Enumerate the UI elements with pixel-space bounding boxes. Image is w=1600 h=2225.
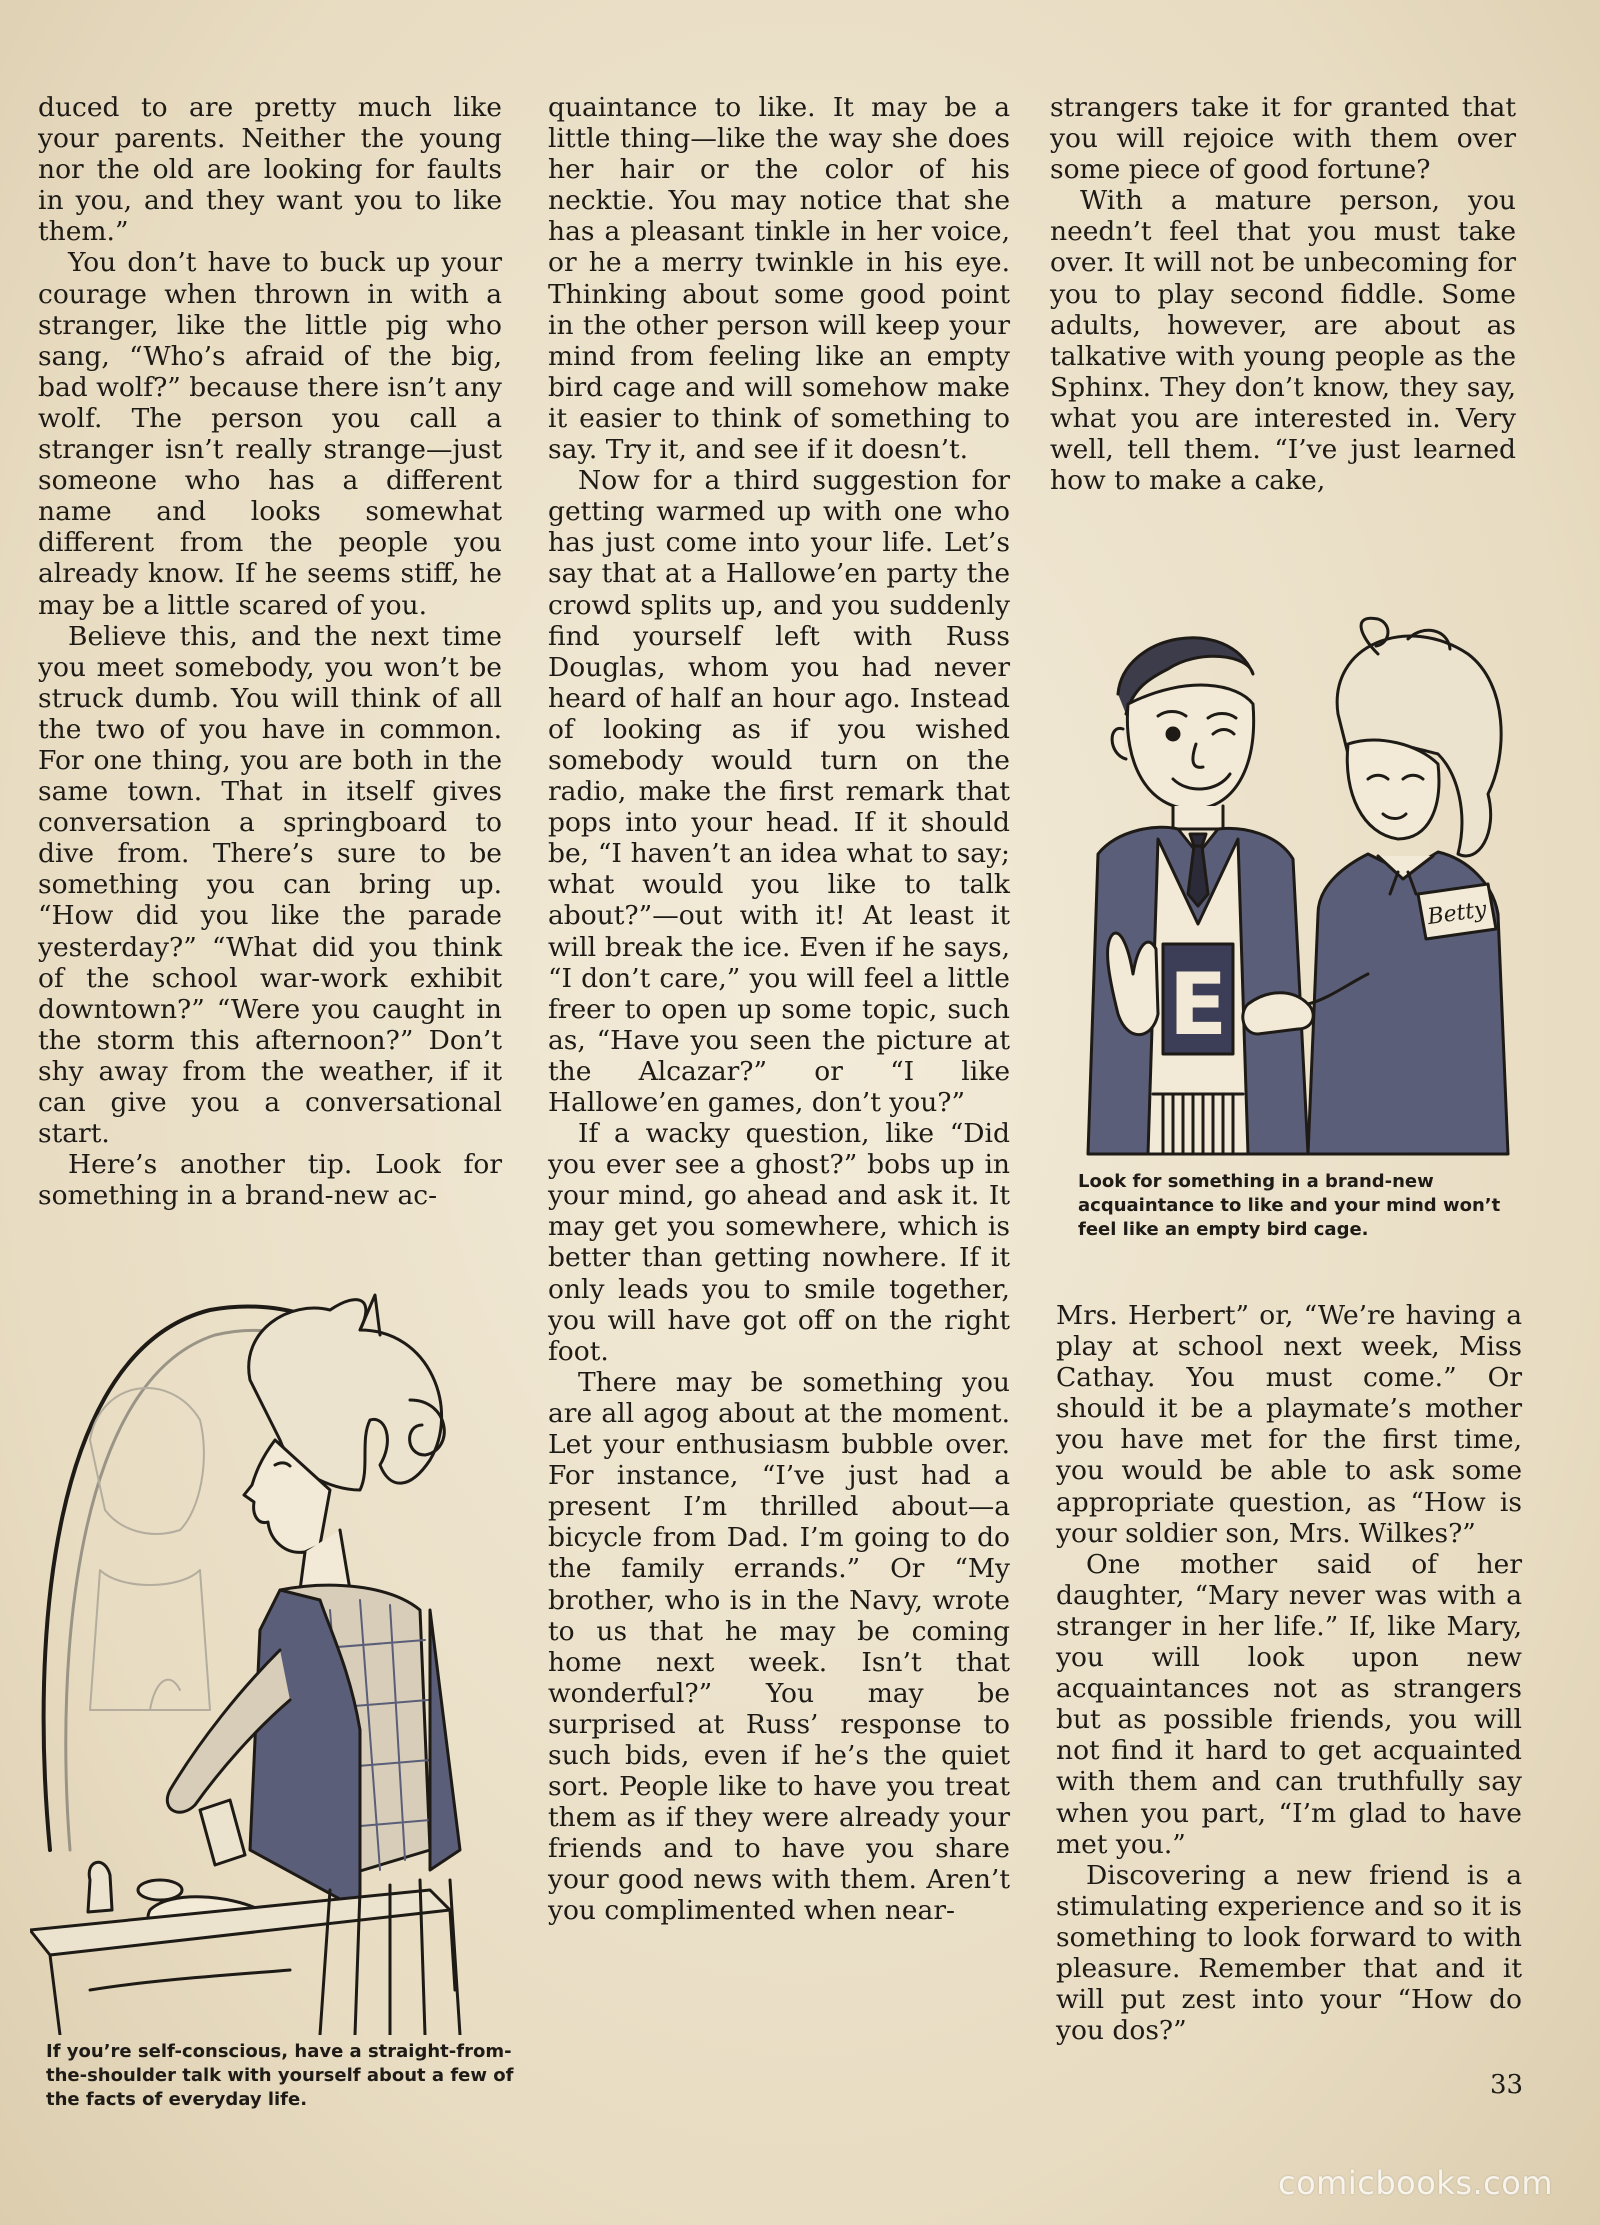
article-column-1 — [38, 92, 502, 1211]
article-column-3-top — [1050, 92, 1516, 496]
paragraph: Believe this, and the next time you meet somebody, you won’t be struck dumb. You will think of all the two of you have in common. For one thing, you are both in the same town. That in itself gives conversation a springboard to dive from. There’s sure to be something you can bring up. “How did you like the parade yesterday?” “What did you think of the school war-work exhibit downtown?” “Were you caught in the storm this afternoon?” Don’t shy away from the weather, if it can give you a conversational start. — [38, 620, 502, 1150]
paragraph: With a mature person, you needn’t feel that you must take over. It will not be unbecoming for you to play second fiddle. Some adults, however, are about as talkative with young people as the Sphinx. They don’t know, they say, what you are interested in. Very well, tell them. “I’ve just learned how to make a cake, — [1050, 185, 1516, 497]
sweater-letter: E — [1168, 955, 1228, 1055]
paragraph: You don’t have to buck up your courage when thrown in with a stranger, like the little pig who sang, “Who’s afraid of the big, bad wolf?” because there isn’t any wolf. The person you call a stranger isn’t really strange—just someone who has a different name and looks somewhat different from the people you already know. If he seems stiff, he may be a little scared of you. — [38, 247, 502, 621]
paragraph: Discovering a new friend is a stimulating experience and so it is something to look forward to with pleasure. Remember that and it will put zest into your “How do you dos?” — [1056, 1859, 1522, 2047]
paragraph: If a wacky question, like “Did you ever see a ghost?” bobs up in your mind, go ahead and ask it. It may get you somewhere, which is better than getting nowhere. If it only leads you to smile together, you will have got off on the right foot. — [548, 1118, 1010, 1367]
page-number: 33 — [1490, 2070, 1524, 2100]
paragraph: Mrs. Herbert” or, “We’re having a play at school next week, Miss Cathay. You must come.” Or should it be a playmate’s mother you have met for the first time, you would be able to ask some appropriate question, as “How is your soldier son, Mrs. Wilkes?” — [1056, 1300, 1522, 1549]
illustration-girl-at-mirror — [30, 1290, 520, 2035]
watermark: comicbooks.com — [1278, 2164, 1554, 2202]
boy-girl-drawing — [1078, 594, 1518, 1164]
caption-right: Look for something in a brand-new acquaintance to like and your mind won’t feel like an empty bird cage. — [1078, 1171, 1501, 1240]
paragraph: duced to are pretty much like your parents. Neither the young nor the old are looking for faults in you, and they want you to like them.” — [38, 92, 502, 248]
girl-mirror-drawing — [30, 1290, 520, 2035]
paragraph: Here’s another tip. Look for something in a brand-new ac- — [38, 1149, 502, 1212]
name-tag: Betty — [1425, 897, 1489, 931]
article-column-3-bottom — [1056, 1300, 1522, 2046]
paragraph: quaintance to like. It may be a little thing—like the way she does her hair or the color of his necktie. You may notice that she has a pleasant tinkle in her voice, or he a merry twinkle in his eye. Thinking about some good point in the other person will keep your mind from feeling like an empty bird cage and will somehow make it easier to think of something to say. Try it, and see if it doesn’t. — [548, 92, 1010, 466]
paragraph: One mother said of her daughter, “Mary never was with a stranger in her life.” If, like Mary, you will look upon new acquaintances not as strangers but as possible friends, you will not find it hard to get acquainted with them and can truthfully say when you part, “I’m glad to have met you.” — [1056, 1548, 1522, 1860]
caption-left: If you’re self-conscious, have a straight-from-the-shoulder talk with yourself about a few of the facts of everyday life. — [46, 2041, 514, 2110]
article-column-2 — [548, 92, 1010, 1927]
paragraph: strangers take it for granted that you will rejoice with them over some piece of good fortune? — [1050, 92, 1516, 186]
paragraph: Now for a third suggestion for getting warmed up with one who has just come into your life. Let’s say that at a Hallowe’en party the crowd splits up, and you suddenly find yourself left with Russ Douglas, whom you had never heard of half an hour ago. Instead of looking as if you wished somebody would turn on the radio, make the first remark that pops into your head. If it should be, “I haven’t an idea what to say; what would you like to talk about?”—out with it! At least it will break the ice. Even if he says, “I don’t care,” you will feel a little freer to open up some topic, such as, “Have you seen the picture at the Alcazar?” or “I like Hallowe’en games, don’t you?” — [548, 465, 1010, 1118]
paragraph: There may be something you are all agog about at the moment. Let your enthusiasm bubble over. For instance, “I’ve just had a present I’m thrilled about—a bicycle from Dad. I’m going to do the family errands.” Or “My brother, who is in the Navy, wrote to us that he may be coming home next week. Isn’t that wonderful?” You may be surprised at Russ’ response to such bids, even if he’s the quiet sort. People like to have you treat them as if they were already your friends and to have you share your good news with them. Aren’t you complimented when near- — [548, 1366, 1010, 1927]
illustration-boy-and-girl — [1078, 594, 1518, 1164]
